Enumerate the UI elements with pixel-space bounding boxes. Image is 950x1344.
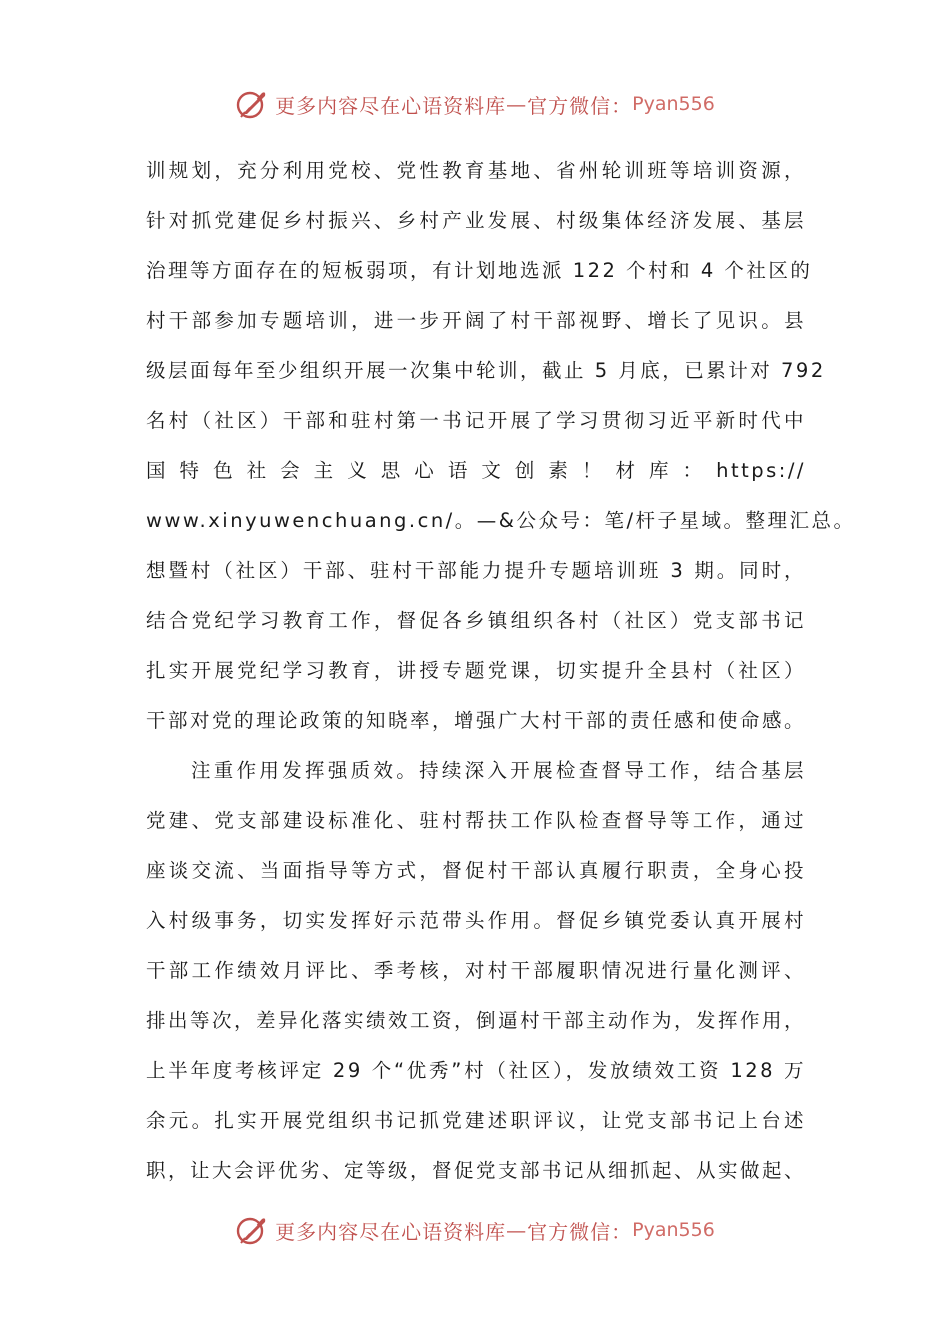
body-line: 上半年度考核评定 29 个“优秀”村（社区），发放绩效工资 128 万	[146, 1059, 806, 1082]
body-line: 训规划，充分利用党校、党性教育基地、省州轮训班等培训资源，	[146, 159, 806, 182]
body-line: 扎实开展党纪学习教育，讲授专题党课，切实提升全县村（社区）	[146, 659, 806, 682]
footer-wechat-id: Pyan556	[632, 1219, 715, 1241]
body-line: 余元。扎实开展党组织书记抓党建述职评议，让党支部书记上台述	[146, 1109, 806, 1132]
footer-brand-text: 更多内容尽在心语资料库	[275, 1219, 507, 1244]
body-line: 治理等方面存在的短板弱项，有计划地选派 122 个村和 4 个社区的	[146, 259, 813, 282]
body-line: 名村（社区）干部和驻村第一书记开展了学习贯彻习近平新时代中	[146, 409, 806, 432]
footer-banner	[0, 1210, 950, 1250]
body-line: 座谈交流、当面指导等方式，督促村干部认真履行职责，全身心投	[146, 859, 806, 882]
body-line: 干部工作绩效月评比、季考核，对村干部履职情况进行量化测评、	[146, 959, 806, 982]
body-line: 入村级事务，切实发挥好示范带头作用。督促乡镇党委认真开展村	[146, 909, 806, 932]
header-wechat-id: Pyan556	[632, 93, 715, 115]
paragraph-start-line: 注重作用发挥强质效。持续深入开展检查督导工作，结合基层	[191, 759, 806, 782]
footer-wechat-label: 官方微信：	[527, 1219, 633, 1244]
quill-pen-logo-icon	[235, 1213, 269, 1247]
body-line: 党建、党支部建设标准化、驻村帮扶工作队检查督导等工作，通过	[146, 809, 806, 832]
body-line: 职，让大会评优劣、定等级，督促党支部书记从细抓起、从实做起、	[146, 1159, 807, 1182]
body-line: 干部对党的理论政策的知晓率，增强广大村干部的责任感和使命感。	[146, 709, 807, 732]
header-wechat-label: 官方微信：	[527, 93, 633, 118]
body-line: 针对抓党建促乡村振兴、乡村产业发展、村级集体经济发展、基层	[146, 209, 806, 232]
header-brand-text: 更多内容尽在心语资料库	[275, 93, 507, 118]
quill-pen-logo-icon	[235, 87, 269, 121]
document-body	[146, 146, 856, 1196]
body-line: www.xinyuwenchuang.cn/。—&公众号：笔/杆子星域。整理汇总。	[146, 509, 856, 532]
body-line: 想暨村（社区）干部、驻村干部能力提升专题培训班 3 期。同时，	[146, 559, 806, 582]
body-line: 级层面每年至少组织开展一次集中轮训，截止 5 月底，已累计对 792	[146, 359, 826, 382]
body-line: 排出等次，差异化落实绩效工资，倒逼村干部主动作为，发挥作用，	[146, 1009, 807, 1032]
body-line: 村干部参加专题培训，进一步开阔了村干部视野、增长了见识。县	[146, 309, 806, 332]
footer-separator: —	[506, 1218, 528, 1242]
header-separator: —	[506, 92, 528, 116]
header-banner	[0, 84, 950, 124]
body-line: 国特色社会主义思心语文创素！材库：https://	[146, 459, 806, 482]
body-line: 结合党纪学习教育工作，督促各乡镇组织各村（社区）党支部书记	[146, 609, 806, 632]
